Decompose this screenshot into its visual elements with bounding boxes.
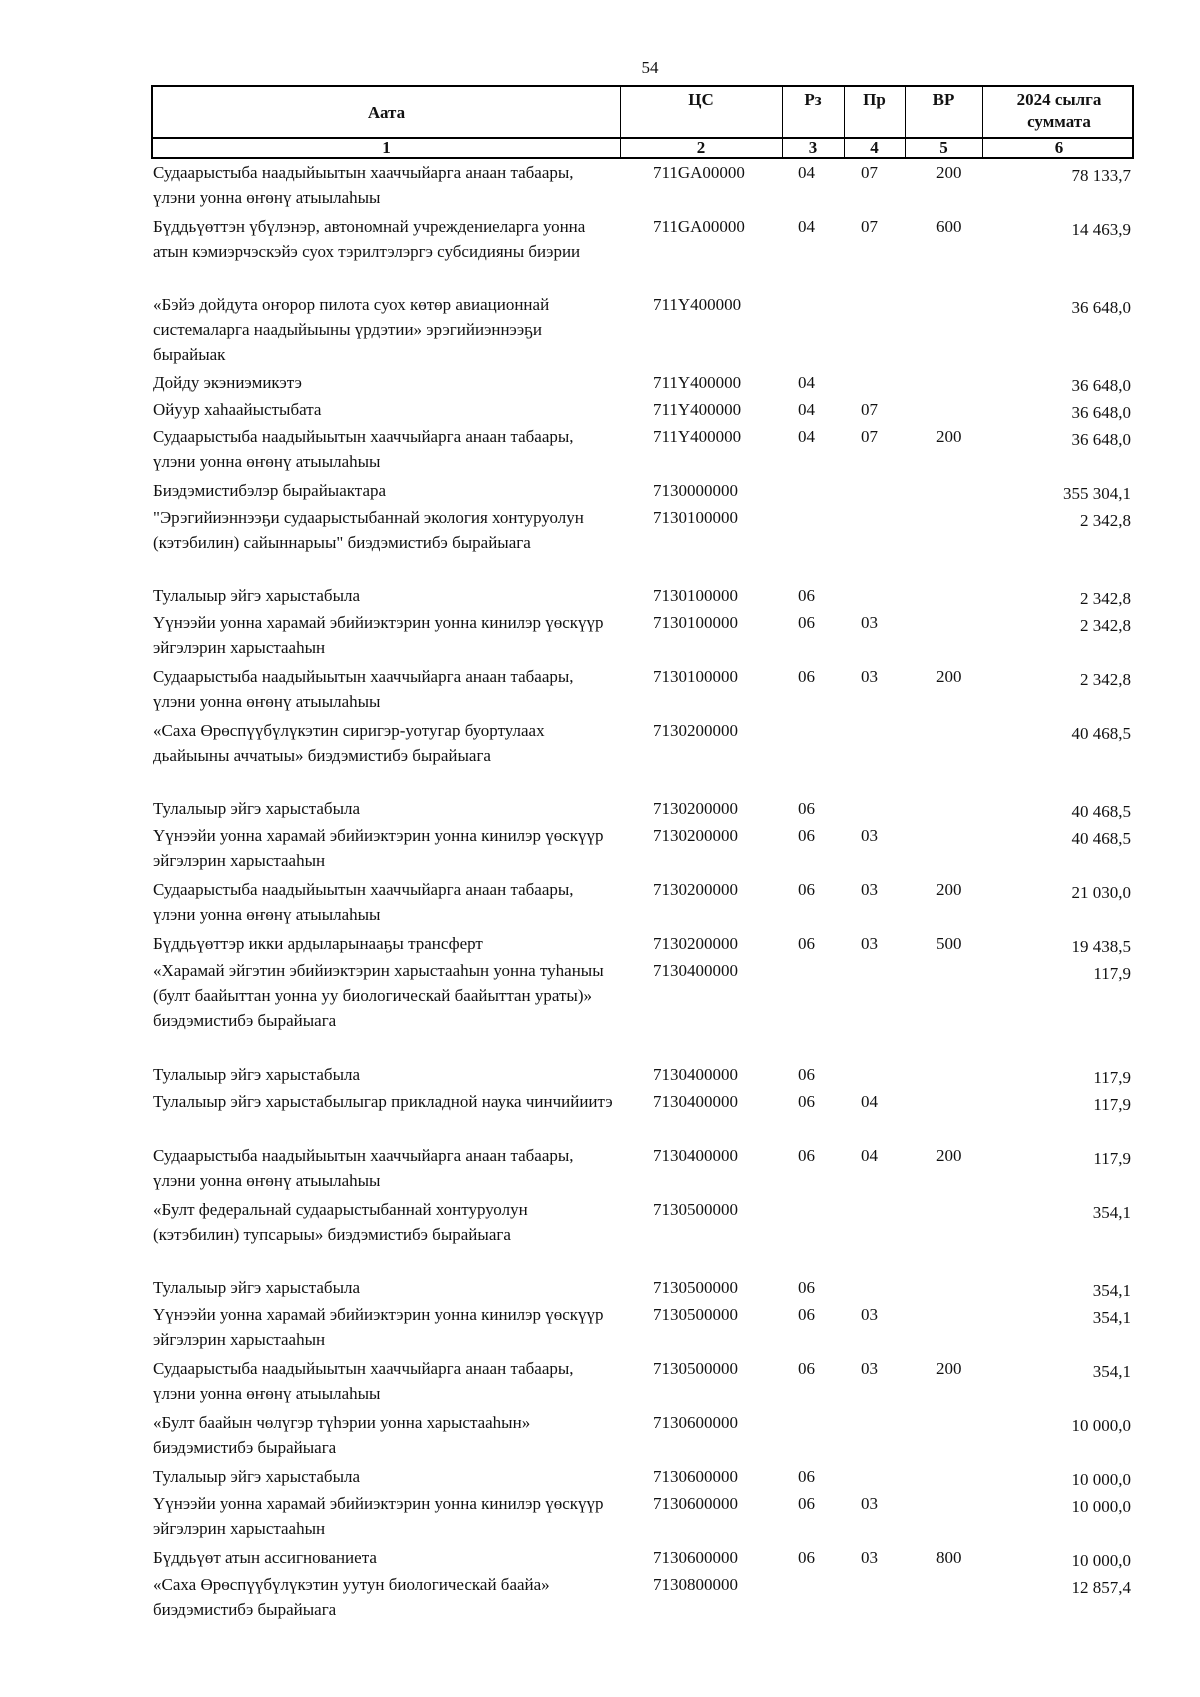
row-name: Биэдэмистибэлэр бырайыактара — [153, 481, 387, 500]
row-amount: 117,9 — [1093, 1095, 1131, 1114]
row-cs-code: 7130400000 — [653, 1065, 738, 1084]
row-cs-code: 7130200000 — [653, 826, 738, 845]
row-amount: 2 342,8 — [1080, 511, 1131, 530]
row-vr: 800 — [936, 1548, 962, 1567]
row-rz: 06 — [798, 667, 815, 686]
table-row — [151, 1545, 1134, 1572]
row-pr: 03 — [861, 1548, 878, 1567]
row-cs-code: 7130400000 — [653, 961, 738, 980]
table-row — [151, 1302, 1134, 1356]
table-row — [151, 1491, 1134, 1545]
row-amount: 2 342,8 — [1080, 616, 1131, 635]
table-row — [151, 877, 1134, 931]
row-amount: 36 648,0 — [1071, 403, 1131, 422]
table-body — [151, 160, 1134, 1626]
row-amount: 10 000,0 — [1071, 1470, 1131, 1489]
table-row — [151, 1197, 1134, 1275]
row-rz: 06 — [798, 586, 815, 605]
table-row — [151, 1464, 1134, 1491]
row-cs-code: 7130400000 — [653, 1092, 738, 1111]
row-name: Судаарыстыба наадыйыытын хааччыйарга анаан табаары, үлэни уонна өҥөнү атыылаһыы — [153, 1359, 574, 1403]
row-name: Тулалыыр эйгэ харыстабыла — [153, 586, 361, 605]
row-amount: 10 000,0 — [1071, 1497, 1131, 1516]
row-amount: 36 648,0 — [1071, 430, 1131, 449]
row-pr: 03 — [861, 826, 878, 845]
row-name: Судаарыстыба наадыйыытын хааччыйарга анаан табаары, үлэни уонна өҥөнү атыылаһыы — [153, 880, 574, 924]
row-name: Бүддьүөттэн үбүлэнэр, автономнай учреждениеларга уонна атын кэмиэрчэскэйэ суох тэрилтэлэргэ субсидияны биэрии — [153, 217, 586, 261]
row-cs-code: 7130800000 — [653, 1575, 738, 1594]
table-row — [151, 718, 1134, 796]
row-rz: 04 — [798, 427, 815, 446]
row-pr: 03 — [861, 1359, 878, 1378]
row-amount: 10 000,0 — [1071, 1551, 1131, 1570]
header-vr: ВР — [932, 90, 955, 109]
row-rz: 06 — [798, 826, 815, 845]
row-vr: 500 — [936, 934, 962, 953]
header-rz: Рз — [804, 90, 822, 109]
table-row — [151, 1143, 1134, 1197]
row-amount: 19 438,5 — [1071, 937, 1131, 956]
row-cs-code: 7130500000 — [653, 1200, 738, 1219]
row-name: Судаарыстыба наадыйыытын хааччыйарга анаан табаары, үлэни уонна өҥөнү атыылаһыы — [153, 163, 574, 207]
table-row — [151, 823, 1134, 877]
table-row — [151, 1062, 1134, 1089]
row-amount: 12 857,4 — [1071, 1578, 1131, 1597]
row-cs-code: 7130600000 — [653, 1548, 738, 1567]
header-pr: Пр — [863, 90, 886, 109]
row-name: Үүнээйи уонна харамай эбийиэктэрин уонна кинилэр үөскүүр эйгэлэрин харыстааһын — [153, 826, 604, 870]
row-cs-code: 7130100000 — [653, 613, 738, 632]
header-col-number: 4 — [870, 138, 879, 157]
row-rz: 06 — [798, 880, 815, 899]
row-name: Судаарыстыба наадыйыытын хааччыйарга анаан табаары, үлэни уонна өҥөнү атыылаһыы — [153, 427, 574, 471]
row-amount: 354,1 — [1092, 1308, 1131, 1327]
header-col-number: 5 — [939, 138, 948, 157]
row-name: «Саха Өрөспүүбүлүкэтин уутун биологическай баайа» биэдэмистибэ бырайыага — [153, 1575, 550, 1619]
table-row — [151, 1275, 1134, 1302]
row-cs-code: 7130500000 — [653, 1359, 738, 1378]
row-pr: 03 — [861, 1494, 878, 1513]
row-amount: 117,9 — [1093, 964, 1131, 983]
row-name: Бүддьүөттэр икки ардыларынааҕы трансферт — [153, 934, 483, 953]
row-cs-code: 7130500000 — [653, 1278, 738, 1297]
row-rz: 06 — [798, 613, 815, 632]
header-amount-line2: суммата — [1027, 112, 1091, 131]
row-cs-code: 7130600000 — [653, 1467, 738, 1486]
table-row — [151, 1410, 1134, 1464]
header-col-number: 1 — [382, 138, 391, 157]
row-amount: 14 463,9 — [1071, 220, 1131, 239]
row-name: Судаарыстыба наадыйыытын хааччыйарга анаан табаары, үлэни уонна өҥөнү атыылаһыы — [153, 667, 574, 711]
row-amount: 21 030,0 — [1071, 883, 1131, 902]
row-cs-code: 7130100000 — [653, 667, 738, 686]
row-rz: 06 — [798, 1065, 815, 1084]
row-cs-code: 7130000000 — [653, 481, 738, 500]
header-cs: ЦС — [688, 90, 714, 109]
row-name: Бүддьүөт атын ассигнованиета — [153, 1548, 377, 1567]
row-rz: 04 — [798, 373, 815, 392]
row-amount: 78 133,7 — [1071, 166, 1131, 185]
row-cs-code: 711Y400000 — [653, 295, 742, 314]
row-cs-code: 7130100000 — [653, 508, 738, 527]
row-name: Тулалыыр эйгэ харыстабылыгар прикладной наука чинчийиитэ — [153, 1092, 613, 1111]
row-vr: 600 — [936, 217, 962, 236]
header-col-number: 6 — [1054, 138, 1064, 157]
table-row — [151, 931, 1134, 958]
table-row — [151, 370, 1134, 397]
row-cs-code: 7130500000 — [653, 1305, 738, 1324]
row-cs-code: 711Y400000 — [653, 373, 742, 392]
row-name: Тулалыыр эйгэ харыстабыла — [153, 1467, 361, 1486]
row-pr: 07 — [861, 163, 878, 182]
table-row — [151, 292, 1134, 370]
row-amount: 36 648,0 — [1071, 376, 1131, 395]
row-name: Судаарыстыба наадыйыытын хааччыйарга анаан табаары, үлэни уонна өҥөнү атыылаһыы — [153, 1146, 574, 1190]
row-pr: 07 — [861, 217, 878, 236]
row-amount: 2 342,8 — [1080, 670, 1131, 689]
row-cs-code: 7130200000 — [653, 934, 738, 953]
row-cs-code: 7130600000 — [653, 1413, 738, 1432]
row-rz: 06 — [798, 1092, 815, 1111]
row-amount: 117,9 — [1093, 1149, 1131, 1168]
row-vr: 200 — [936, 1359, 962, 1378]
header-amount-line1: 2024 сылга — [1016, 90, 1102, 109]
row-rz: 06 — [798, 1359, 815, 1378]
row-amount: 2 342,8 — [1080, 589, 1131, 608]
row-cs-code: 7130400000 — [653, 1146, 738, 1165]
row-amount: 355 304,1 — [1063, 484, 1131, 503]
row-rz: 06 — [798, 1467, 815, 1486]
row-cs-code: 7130200000 — [653, 880, 738, 899]
row-pr: 07 — [861, 400, 878, 419]
row-amount: 10 000,0 — [1071, 1416, 1131, 1435]
row-pr: 03 — [861, 1305, 878, 1324]
row-vr: 200 — [936, 163, 962, 182]
row-amount: 117,9 — [1093, 1068, 1131, 1087]
row-name: Дойду экэниэмикэтэ — [153, 373, 302, 392]
table-row — [151, 397, 1134, 424]
row-name: Үүнээйи уонна харамай эбийиэктэрин уонна кинилэр үөскүүр эйгэлэрин харыстааһын — [153, 1305, 604, 1349]
row-pr: 03 — [861, 613, 878, 632]
row-cs-code: 7130200000 — [653, 721, 738, 740]
row-name: «Бэйэ дойдута оҥорор пилота суох көтөр авиационнай системаларга наадыйыыны үрдэтии» эрэгийиэннээҕи бырайыак — [153, 295, 550, 364]
row-pr: 03 — [861, 934, 878, 953]
row-name: Тулалыыр эйгэ харыстабыла — [153, 1278, 361, 1297]
table-row — [151, 664, 1134, 718]
row-vr: 200 — [936, 1146, 962, 1165]
table-row — [151, 424, 1134, 478]
row-vr: 200 — [936, 880, 962, 899]
row-rz: 04 — [798, 163, 815, 182]
table-row — [151, 796, 1134, 823]
row-amount: 36 648,0 — [1071, 298, 1131, 317]
row-cs-code: 711Y400000 — [653, 427, 742, 446]
row-cs-code: 711Y400000 — [653, 400, 742, 419]
row-name: Үүнээйи уонна харамай эбийиэктэрин уонна кинилэр үөскүүр эйгэлэрин харыстааһын — [153, 613, 604, 657]
row-name: «Булт федеральнай судаарыстыбаннай хонтуруолун (кэтэбилин) тупсарыы» биэдэмистибэ бырайыага — [153, 1200, 528, 1244]
page-number: 54 — [641, 58, 659, 77]
row-amount: 40 468,5 — [1071, 829, 1131, 848]
header-col-number: 2 — [696, 138, 706, 157]
row-amount: 354,1 — [1092, 1281, 1131, 1300]
row-cs-code: 711GA00000 — [653, 163, 745, 182]
row-name: "Эрэгийиэннээҕи судаарыстыбаннай экология хонтуруолун (кэтэбилин) сайыннарыы" биэдэмистибэ бырайыага — [153, 508, 584, 552]
table-row — [151, 1572, 1134, 1626]
row-cs-code: 7130600000 — [653, 1494, 738, 1513]
row-pr: 03 — [861, 880, 878, 899]
table-row — [151, 610, 1134, 664]
row-rz: 06 — [798, 934, 815, 953]
row-rz: 06 — [798, 1278, 815, 1297]
row-rz: 04 — [798, 400, 815, 419]
row-cs-code: 7130100000 — [653, 586, 738, 605]
table-row — [151, 1089, 1134, 1143]
table-row — [151, 214, 1134, 292]
row-cs-code: 711GA00000 — [653, 217, 745, 236]
table-header — [151, 85, 1134, 159]
table-row — [151, 478, 1134, 505]
row-cs-code: 7130200000 — [653, 799, 738, 818]
row-name: Тулалыыр эйгэ харыстабыла — [153, 799, 361, 818]
table-row — [151, 505, 1134, 583]
row-name: «Булт баайын чөлүгэр түһэрии уонна харыстааһын» биэдэмистибэ бырайыага — [153, 1413, 531, 1457]
row-amount: 354,1 — [1092, 1203, 1131, 1222]
row-name: «Харамай эйгэтин эбийиэктэрин харыстааһын уонна туһаныы (булт баайыттан уонна уу биологическай баайыттан ураты)» биэдэмистибэ бырайыага — [153, 961, 604, 1030]
row-pr: 04 — [861, 1092, 878, 1111]
row-rz: 06 — [798, 1305, 815, 1324]
row-amount: 40 468,5 — [1071, 724, 1131, 743]
table-row — [151, 958, 1134, 1062]
row-pr: 04 — [861, 1146, 878, 1165]
row-vr: 200 — [936, 667, 962, 686]
row-rz: 06 — [798, 1548, 815, 1567]
table-row — [151, 160, 1134, 214]
row-rz: 04 — [798, 217, 815, 236]
row-rz: 06 — [798, 799, 815, 818]
table-row — [151, 583, 1134, 610]
row-rz: 06 — [798, 1494, 815, 1513]
row-pr: 07 — [861, 427, 878, 446]
row-amount: 40 468,5 — [1071, 802, 1131, 821]
header-col-number: 3 — [808, 138, 818, 157]
row-name: Тулалыыр эйгэ харыстабыла — [153, 1065, 361, 1084]
row-name: Ойуур хаһаайыстыбата — [153, 400, 322, 419]
row-pr: 03 — [861, 667, 878, 686]
row-amount: 354,1 — [1092, 1362, 1131, 1381]
row-rz: 06 — [798, 1146, 815, 1165]
row-vr: 200 — [936, 427, 962, 446]
table-row — [151, 1356, 1134, 1410]
row-name: «Саха Өрөспүүбүлүкэтин сиригэр-уотугар буортулаах дьайыыны аччатыы» биэдэмистибэ бырайыага — [153, 721, 545, 765]
row-name: Үүнээйи уонна харамай эбийиэктэрин уонна кинилэр үөскүүр эйгэлэрин харыстааһын — [153, 1494, 604, 1538]
header-name: Аата — [367, 103, 406, 122]
